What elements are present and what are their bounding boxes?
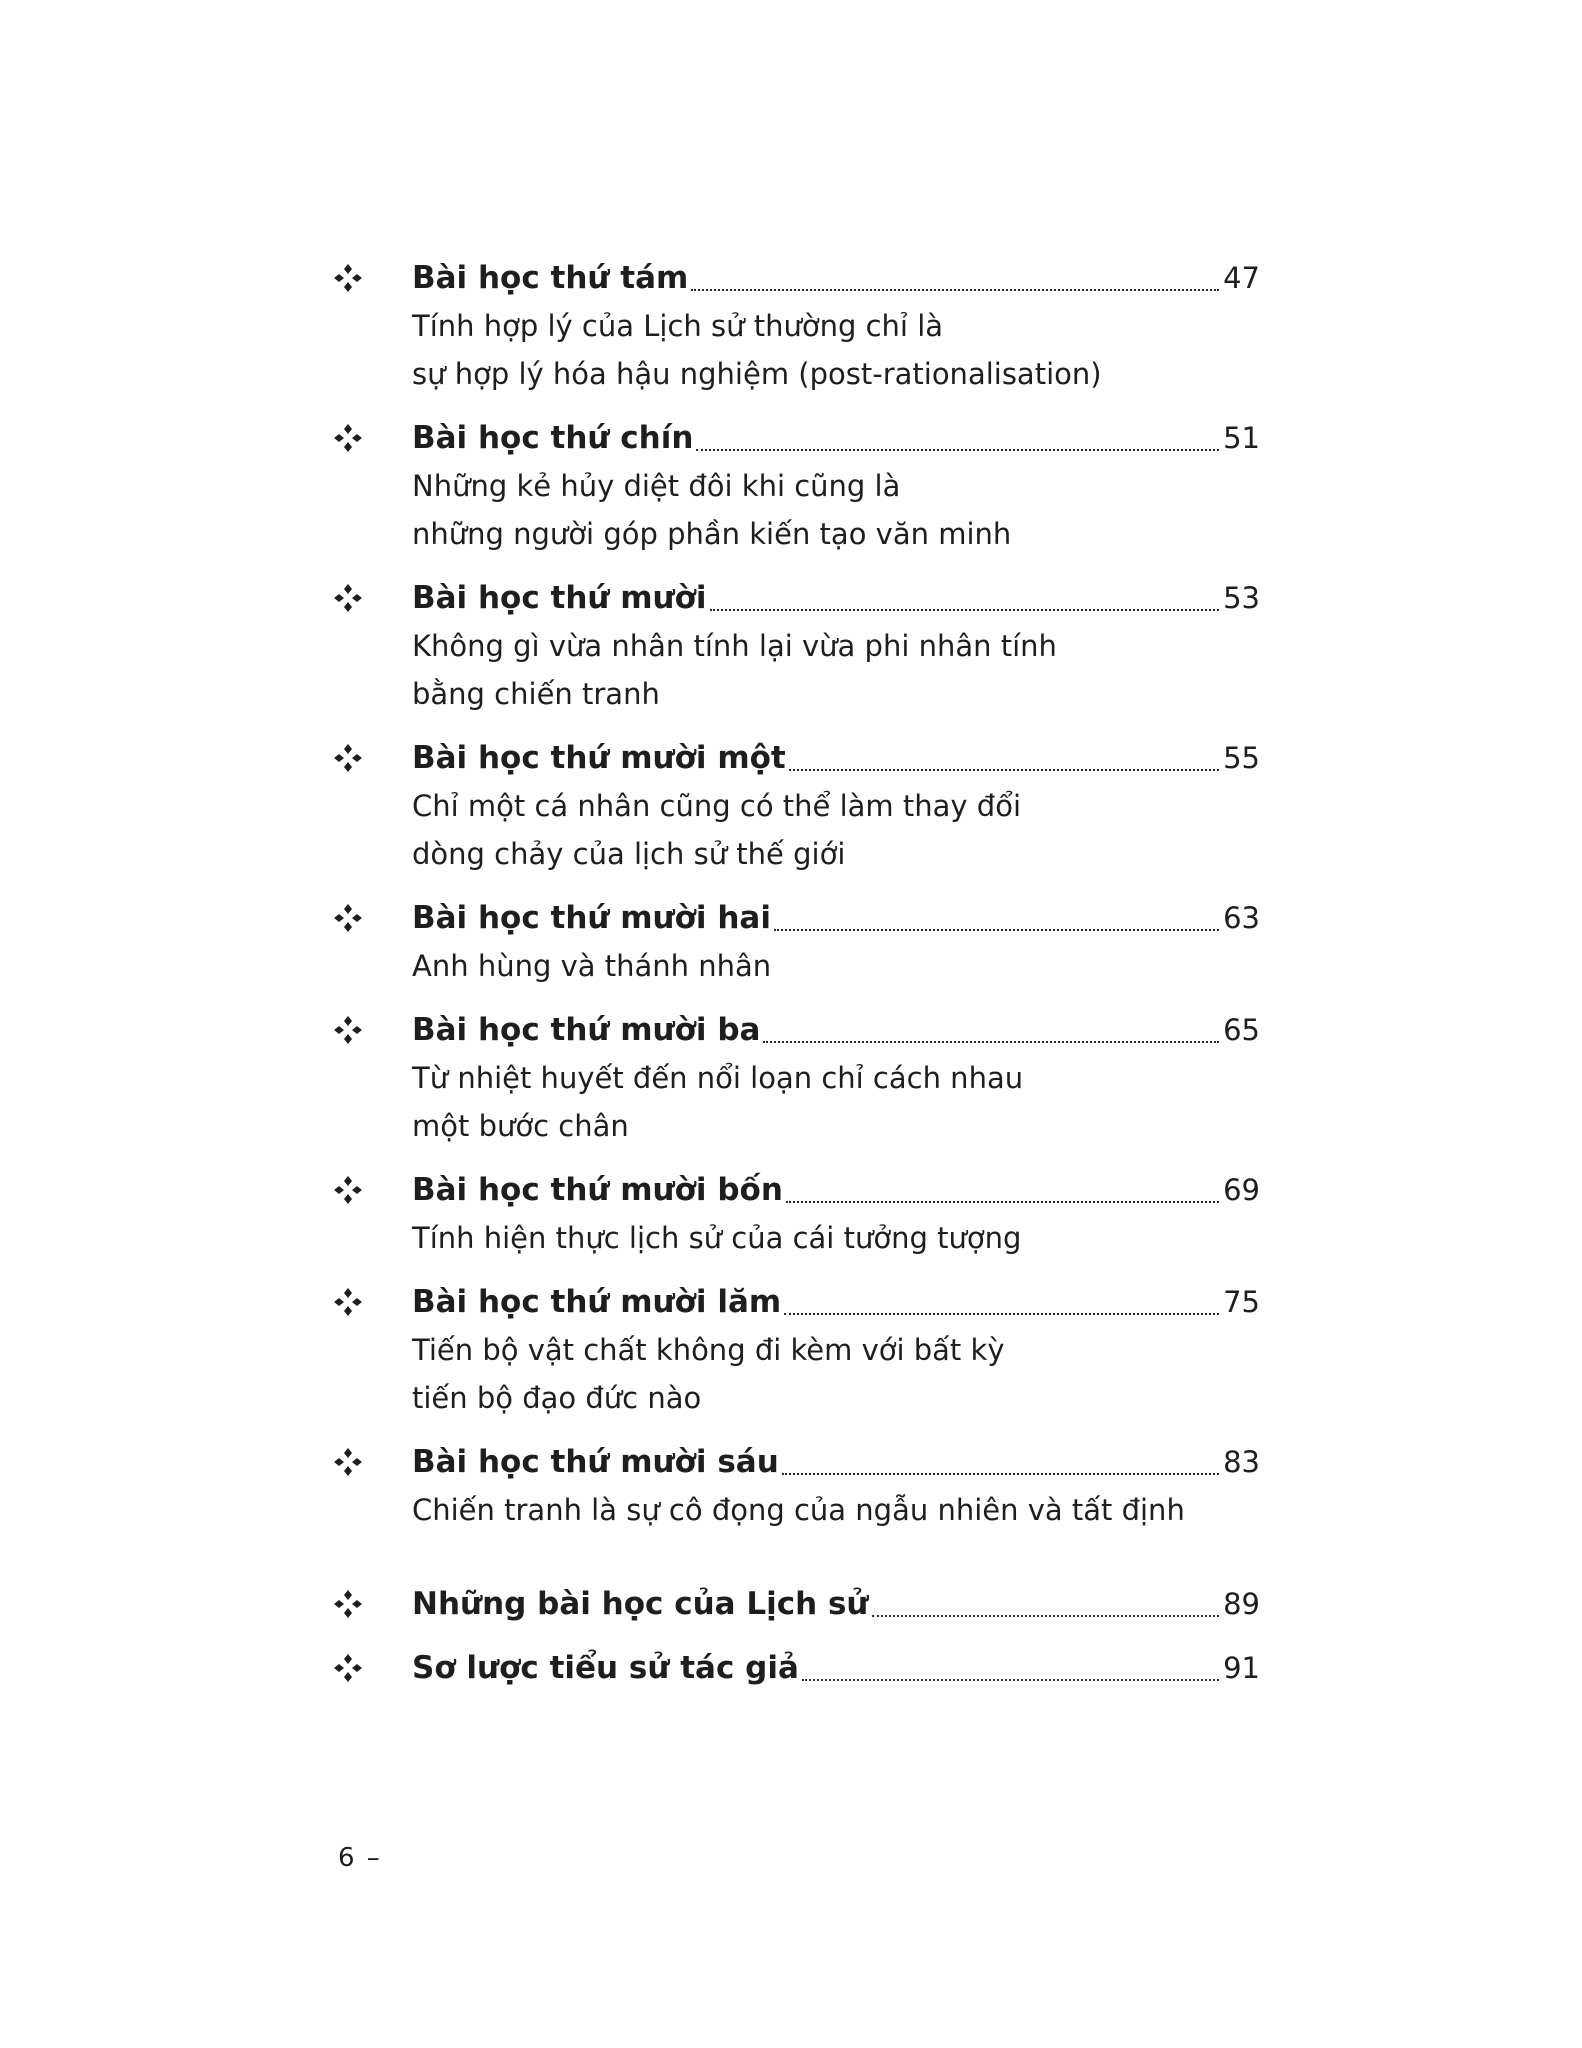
toc-heading-line bbox=[412, 1580, 1260, 1628]
toc-heading-line bbox=[412, 1438, 1260, 1486]
dot-leader bbox=[763, 1041, 1219, 1043]
toc-page-number: 75 bbox=[1223, 1285, 1260, 1319]
diamond-bullet-icon bbox=[330, 260, 366, 296]
diamond-bullet-icon bbox=[330, 1586, 366, 1622]
dot-leader bbox=[696, 449, 1219, 451]
toc-heading-line bbox=[412, 894, 1260, 942]
toc-heading-line bbox=[412, 734, 1260, 782]
diamond-bullet-icon bbox=[330, 900, 366, 936]
toc-entry-description: Tính hiện thực lịch sử của cái tưởng tượng bbox=[412, 1221, 1022, 1255]
dot-leader bbox=[872, 1615, 1220, 1617]
toc-page-number: 65 bbox=[1223, 1013, 1260, 1047]
diamond-bullet-icon bbox=[330, 1012, 366, 1048]
toc-entry-description: tiến bộ đạo đức nào bbox=[412, 1381, 702, 1415]
toc-entry-description: Chiến tranh là sự cô đọng của ngẫu nhiên và tất định bbox=[412, 1493, 1185, 1527]
toc-page-number: 89 bbox=[1223, 1587, 1260, 1621]
toc-entry-description: Tính hợp lý của Lịch sử thường chỉ là bbox=[412, 309, 944, 343]
toc-heading-line bbox=[412, 414, 1260, 462]
dot-leader bbox=[691, 289, 1219, 291]
toc-entry-description: Anh hùng và thánh nhân bbox=[412, 949, 772, 983]
toc-entry-description: những người góp phần kiến tạo văn minh bbox=[412, 517, 1012, 551]
toc-heading-line bbox=[412, 574, 1260, 622]
toc-entry-title: Bài học thứ mười bốn bbox=[412, 1172, 783, 1208]
toc-entry-description: Không gì vừa nhân tính lại vừa phi nhân tính bbox=[412, 629, 1057, 663]
toc-heading-line bbox=[412, 1006, 1260, 1054]
toc-entry-description: một bước chân bbox=[412, 1109, 629, 1143]
toc-entry-title: Bài học thứ mười ba bbox=[412, 1012, 761, 1048]
toc-page-number: 53 bbox=[1223, 581, 1260, 615]
diamond-bullet-icon bbox=[330, 1650, 366, 1686]
toc-entry-description: dòng chảy của lịch sử thế giới bbox=[412, 837, 846, 871]
dot-leader bbox=[789, 769, 1219, 771]
toc-page-number: 83 bbox=[1223, 1445, 1260, 1479]
diamond-bullet-icon bbox=[330, 1172, 366, 1208]
diamond-bullet-icon bbox=[330, 740, 366, 776]
dot-leader bbox=[774, 929, 1219, 931]
toc-heading-line bbox=[412, 1166, 1260, 1214]
toc-entry-title: Những bài học của Lịch sử bbox=[412, 1586, 869, 1622]
toc-entry-title: Bài học thứ mười hai bbox=[412, 900, 771, 936]
toc-entry-title: Bài học thứ mười một bbox=[412, 740, 786, 776]
dot-leader bbox=[784, 1313, 1219, 1315]
toc-page-number: 47 bbox=[1223, 261, 1260, 295]
dot-leader bbox=[802, 1679, 1219, 1681]
toc-heading-line bbox=[412, 1644, 1260, 1692]
toc-entry-title: Bài học thứ chín bbox=[412, 420, 694, 456]
toc-page-number: 51 bbox=[1223, 421, 1260, 455]
toc-page-number: 69 bbox=[1223, 1173, 1260, 1207]
toc-entry-title: Bài học thứ mười lăm bbox=[412, 1284, 782, 1320]
toc-page-number: 55 bbox=[1223, 741, 1260, 775]
toc-entry-description: Từ nhiệt huyết đến nổi loạn chỉ cách nhau bbox=[412, 1061, 1024, 1095]
toc-heading-line bbox=[412, 1278, 1260, 1326]
diamond-bullet-icon bbox=[330, 580, 366, 616]
toc-entry-description: Những kẻ hủy diệt đôi khi cũng là bbox=[412, 469, 901, 503]
diamond-bullet-icon bbox=[330, 1284, 366, 1320]
toc-entry-description: Chỉ một cá nhân cũng có thể làm thay đổi bbox=[412, 789, 1021, 823]
diamond-bullet-icon bbox=[330, 1444, 366, 1480]
dot-leader bbox=[782, 1473, 1219, 1475]
toc-page-number: 63 bbox=[1223, 901, 1260, 935]
diamond-bullet-icon bbox=[330, 420, 366, 456]
toc-entry-title: Bài học thứ mười sáu bbox=[412, 1444, 779, 1480]
toc-entry-description: sự hợp lý hóa hậu nghiệm (post-rationalisation) bbox=[412, 357, 1102, 391]
toc-entry-title: Sơ lược tiểu sử tác giả bbox=[412, 1650, 799, 1686]
toc-entry-title: Bài học thứ mười bbox=[412, 580, 707, 616]
dot-leader bbox=[786, 1201, 1219, 1203]
toc-entry-description: bằng chiến tranh bbox=[412, 677, 660, 711]
page-number-footer: 6 – bbox=[338, 1843, 382, 1873]
toc-heading-line bbox=[412, 254, 1260, 302]
dot-leader bbox=[710, 609, 1220, 611]
toc-page-number: 91 bbox=[1223, 1651, 1260, 1685]
toc-entry-title: Bài học thứ tám bbox=[412, 260, 689, 296]
toc-entry-description: Tiến bộ vật chất không đi kèm với bất kỳ bbox=[412, 1333, 1005, 1367]
